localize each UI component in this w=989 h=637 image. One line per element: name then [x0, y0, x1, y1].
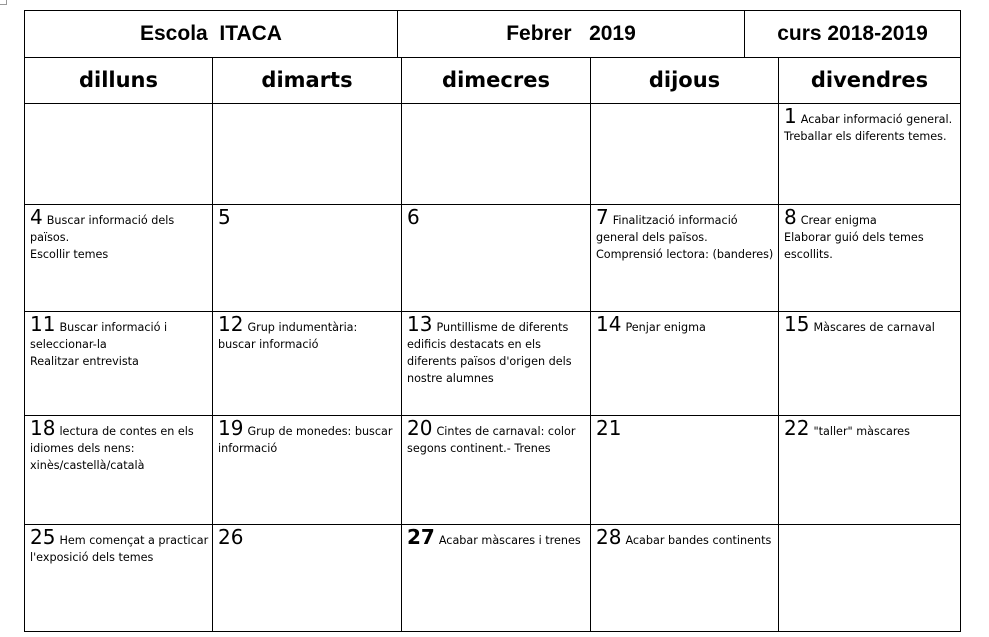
- week-row: [25, 525, 961, 632]
- day-cell: [591, 416, 779, 525]
- day-activity-text: Puntillisme de diferents edificis destacats en els diferents països d'origen dels nostre alumnes: [407, 321, 572, 385]
- day-activity-text: lectura de contes en els idiomes dels nens: xinès/castellà/català: [30, 425, 194, 472]
- week-row: [25, 416, 961, 525]
- day-number: 26: [218, 525, 244, 549]
- day-cell: [591, 104, 779, 205]
- weekday-friday: divendres: [779, 57, 961, 104]
- day-activity-text: Buscar informació i seleccionar-la Realitzar entrevista: [30, 321, 168, 368]
- day-cell: [25, 104, 213, 205]
- corner-mark: [0, 0, 7, 5]
- day-activity-text: Buscar informació dels països. Escollir temes: [30, 214, 175, 261]
- week-row: [25, 104, 961, 205]
- day-number: 12: [218, 312, 244, 336]
- weekday-tuesday: dimarts: [213, 57, 402, 104]
- day-cell: [402, 416, 591, 525]
- school-name: Escola ITACA: [25, 11, 398, 58]
- day-cell: [213, 525, 402, 632]
- weekday-wednesday: dimecres: [402, 57, 591, 104]
- day-number: 18: [30, 416, 56, 440]
- day-number: 21: [596, 416, 622, 440]
- day-number: 13: [407, 312, 433, 336]
- school-year: curs 2018-2019: [745, 11, 961, 58]
- day-activity-text: Finalització informació general dels països. Comprensió lectora: (banderes): [596, 214, 774, 261]
- day-cell: [591, 312, 779, 416]
- day-activity-text: Grup indumentària: buscar informació: [218, 321, 358, 351]
- day-cell: [779, 525, 961, 632]
- day-number: 4: [30, 205, 43, 229]
- weekday-thursday: dijous: [591, 57, 779, 104]
- day-number: 6: [407, 205, 420, 229]
- day-cell: [25, 312, 213, 416]
- day-number: 5: [218, 205, 231, 229]
- weekday-header-row: [25, 57, 961, 104]
- day-cell: [402, 312, 591, 416]
- day-activity-text: Penjar enigma: [625, 321, 706, 334]
- day-cell: [25, 205, 213, 312]
- day-number: 25: [30, 525, 56, 549]
- day-cell: [779, 416, 961, 525]
- day-activity-text: Acabar informació general. Treballar els diferents temes.: [784, 113, 953, 143]
- day-number: 22: [784, 416, 810, 440]
- day-cell: [591, 205, 779, 312]
- day-cell: [779, 104, 961, 205]
- day-activity-text: Acabar bandes continents: [625, 534, 772, 547]
- day-activity-text: Acabar màscares i trenes: [438, 534, 581, 547]
- week-row: [25, 312, 961, 416]
- day-activity-text: Cintes de carnaval: color segons continent.- Trenes: [407, 425, 576, 455]
- day-activity-text: "taller" màscares: [813, 425, 910, 438]
- day-cell: [25, 416, 213, 525]
- day-cell: [25, 525, 213, 632]
- day-number: 8: [784, 205, 797, 229]
- day-cell: [779, 312, 961, 416]
- month-year: Febrer 2019: [398, 11, 745, 58]
- day-number: 7: [596, 205, 609, 229]
- day-activity-text: Hem començat a practicar l'exposició dels temes: [30, 534, 209, 564]
- day-cell: [402, 205, 591, 312]
- day-number: 11: [30, 312, 56, 336]
- calendar-grid: [24, 57, 961, 632]
- day-cell: [213, 205, 402, 312]
- calendar-header: [24, 10, 961, 58]
- day-activity-text: Màscares de carnaval: [813, 321, 935, 334]
- day-number: 27: [407, 525, 435, 549]
- day-activity-text: Grup de monedes: buscar informació: [218, 425, 393, 455]
- day-cell: [402, 525, 591, 632]
- weekday-monday: dilluns: [25, 57, 213, 104]
- day-activity-text: Crear enigma Elaborar guió dels temes escollits.: [784, 214, 924, 261]
- day-number: 28: [596, 525, 622, 549]
- day-number: 19: [218, 416, 244, 440]
- day-cell: [213, 104, 402, 205]
- day-number: 20: [407, 416, 433, 440]
- day-number: 15: [784, 312, 810, 336]
- day-cell: [591, 525, 779, 632]
- day-cell: [779, 205, 961, 312]
- day-number: 14: [596, 312, 622, 336]
- day-cell: [213, 416, 402, 525]
- day-cell: [213, 312, 402, 416]
- week-row: [25, 205, 961, 312]
- day-cell: [402, 104, 591, 205]
- day-number: 1: [784, 104, 797, 128]
